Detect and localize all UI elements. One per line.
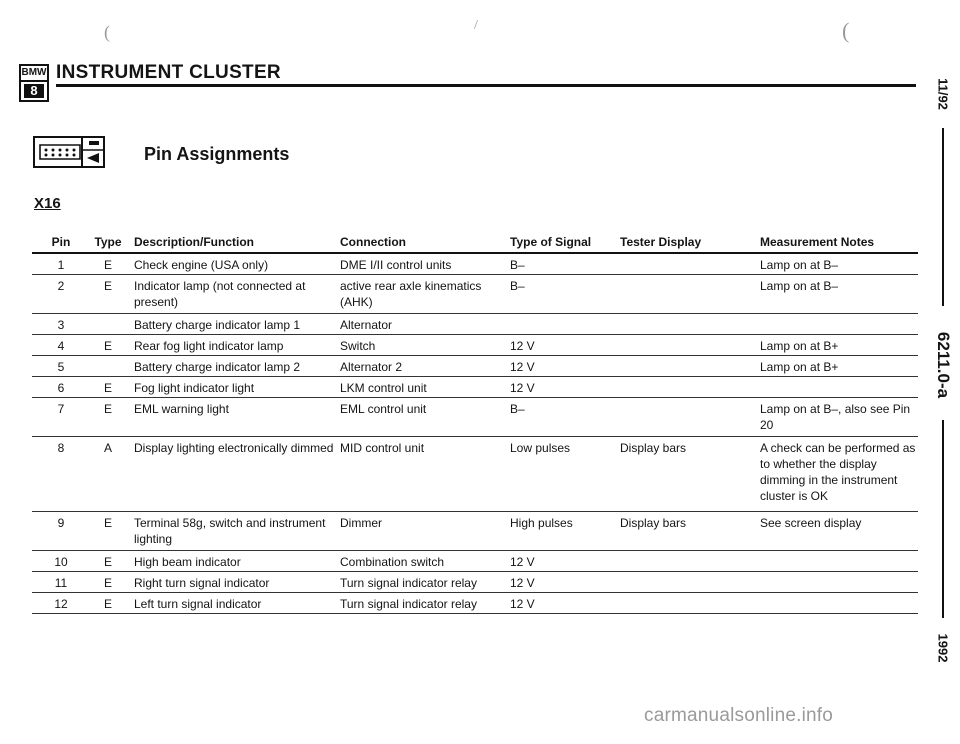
cell-connection: EML control unit bbox=[340, 402, 427, 416]
header-type: Type bbox=[94, 235, 122, 249]
connector-id: X16 bbox=[34, 195, 61, 212]
cell-description: Battery charge indicator lamp 2 bbox=[134, 360, 301, 374]
bmw-logo bbox=[19, 64, 49, 102]
cell-pin: 5 bbox=[57, 360, 65, 374]
cell-type: A bbox=[103, 441, 112, 455]
margin-date: 11/92 bbox=[935, 78, 951, 110]
cell-connection: MID control unit bbox=[340, 441, 425, 455]
cell-signal: B– bbox=[510, 258, 525, 272]
table-row bbox=[32, 593, 918, 614]
cell-signal: 12 V bbox=[510, 339, 535, 353]
table-row bbox=[32, 356, 918, 377]
cell-connection: Turn signal indicator relay bbox=[340, 597, 477, 611]
cell-description: High beam indicator bbox=[134, 555, 241, 569]
cell-connection: DME I/II control units bbox=[340, 258, 452, 272]
section-title: Pin Assignments bbox=[144, 144, 290, 164]
cell-signal: B– bbox=[510, 402, 525, 416]
cell-notes: Lamp on at B–, also see Pin 20 bbox=[760, 402, 911, 432]
pin-assignment-table bbox=[32, 230, 918, 614]
cell-type: E bbox=[103, 402, 112, 416]
cell-notes: A check can be performed as to whether the display dimming in the instrument cluster is OK bbox=[760, 441, 916, 503]
cell-description: Left turn signal indicator bbox=[134, 597, 262, 611]
table-header-row bbox=[32, 230, 918, 254]
cell-type: E bbox=[103, 516, 112, 530]
header-pin: Pin bbox=[51, 235, 71, 249]
cell-signal: 12 V bbox=[510, 360, 535, 374]
connector-pins-icon bbox=[33, 136, 105, 168]
cell-description: Indicator lamp (not connected at present) bbox=[134, 279, 306, 309]
cell-pin: 3 bbox=[57, 318, 65, 332]
cell-description: Battery charge indicator lamp 1 bbox=[134, 318, 301, 332]
cell-connection: Combination switch bbox=[340, 555, 445, 569]
cell-description: EML warning light bbox=[134, 402, 229, 416]
cell-pin: 8 bbox=[57, 441, 65, 455]
table-row bbox=[32, 254, 918, 275]
cell-type: E bbox=[103, 258, 112, 272]
cell-connection: Dimmer bbox=[340, 516, 382, 530]
scan-mark: / bbox=[474, 18, 478, 33]
header-rule bbox=[56, 84, 916, 87]
header-description: Description/Function bbox=[134, 235, 254, 249]
cell-connection: LKM control unit bbox=[340, 381, 427, 395]
table-row bbox=[32, 437, 918, 512]
scan-mark: ( bbox=[842, 18, 850, 43]
cell-description: Fog light indicator light bbox=[134, 381, 255, 395]
table-row bbox=[32, 275, 918, 314]
header-signal: Type of Signal bbox=[510, 235, 592, 249]
cell-notes: See screen display bbox=[760, 516, 862, 530]
cell-type: E bbox=[103, 381, 112, 395]
cell-description: Check engine (USA only) bbox=[134, 258, 269, 272]
cell-pin: 9 bbox=[57, 516, 65, 530]
margin-rule bbox=[942, 420, 944, 618]
header-tester: Tester Display bbox=[620, 235, 702, 249]
page-title: INSTRUMENT CLUSTER bbox=[56, 62, 281, 83]
scan-mark: ( bbox=[104, 22, 110, 42]
cell-signal: B– bbox=[510, 279, 525, 293]
table-row bbox=[32, 398, 918, 437]
cell-description: Rear fog light indicator lamp bbox=[134, 339, 284, 353]
cell-notes: Lamp on at B+ bbox=[760, 360, 839, 374]
logo-series: 8 bbox=[24, 84, 44, 98]
cell-connection: Alternator 2 bbox=[340, 360, 403, 374]
cell-signal: High pulses bbox=[510, 516, 573, 530]
cell-connection: Turn signal indicator relay bbox=[340, 576, 477, 590]
cell-pin: 1 bbox=[57, 258, 65, 272]
cell-description: Display lighting electronically dimmed bbox=[134, 441, 334, 455]
cell-signal: 12 V bbox=[510, 597, 535, 611]
cell-pin: 4 bbox=[57, 339, 65, 353]
margin-band bbox=[928, 52, 958, 712]
table-row bbox=[32, 551, 918, 572]
header-connection: Connection bbox=[340, 235, 406, 249]
cell-signal: 12 V bbox=[510, 555, 535, 569]
table-row bbox=[32, 335, 918, 356]
logo-brand: BMW bbox=[21, 66, 47, 82]
header-notes: Measurement Notes bbox=[760, 235, 875, 249]
margin-section-code: 6211.0-a bbox=[934, 331, 953, 399]
cell-notes: Lamp on at B– bbox=[760, 258, 839, 272]
cell-type: E bbox=[103, 576, 112, 590]
cell-signal: 12 V bbox=[510, 576, 535, 590]
cell-type: E bbox=[103, 339, 112, 353]
watermark: carmanualsonline.info bbox=[644, 705, 834, 726]
cell-pin: 12 bbox=[54, 597, 68, 611]
cell-pin: 10 bbox=[54, 555, 68, 569]
cell-type: E bbox=[103, 597, 112, 611]
cell-type: E bbox=[103, 279, 112, 293]
cell-description: Terminal 58g, switch and instrument lighting bbox=[134, 516, 326, 546]
cell-type: E bbox=[103, 555, 112, 569]
cell-tester: Display bars bbox=[620, 441, 687, 455]
cell-connection: Switch bbox=[340, 339, 376, 353]
cell-pin: 6 bbox=[57, 381, 65, 395]
cell-pin: 2 bbox=[57, 279, 65, 293]
cell-description: Right turn signal indicator bbox=[134, 576, 270, 590]
cell-notes: Lamp on at B– bbox=[760, 279, 839, 293]
margin-rule bbox=[942, 128, 944, 306]
cell-pin: 7 bbox=[57, 402, 65, 416]
cell-connection: Alternator bbox=[340, 318, 393, 332]
cell-connection: active rear axle kinematics (AHK) bbox=[340, 279, 482, 309]
cell-tester: Display bars bbox=[620, 516, 687, 530]
table-row bbox=[32, 314, 918, 335]
cell-signal: 12 V bbox=[510, 381, 535, 395]
table-row bbox=[32, 572, 918, 593]
cell-signal: Low pulses bbox=[510, 441, 571, 455]
cell-notes: Lamp on at B+ bbox=[760, 339, 839, 353]
table-row bbox=[32, 377, 918, 398]
table-row bbox=[32, 512, 918, 551]
cell-pin: 11 bbox=[54, 576, 68, 590]
margin-year: 1992 bbox=[935, 633, 951, 663]
